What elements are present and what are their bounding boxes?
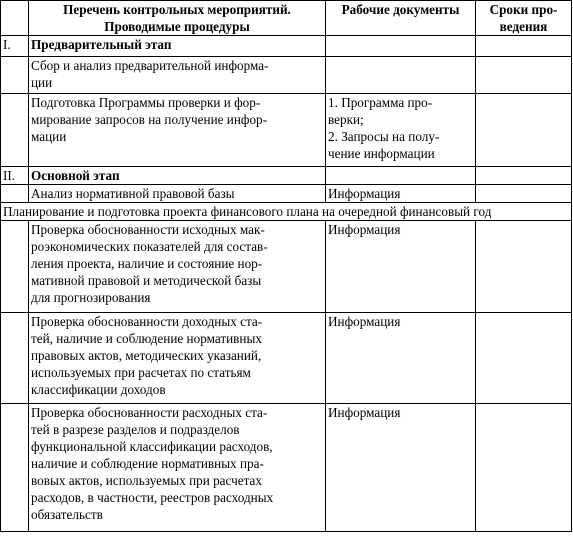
documents-cell xyxy=(326,57,476,94)
deadline-cell xyxy=(476,404,572,532)
section-title: Планирование и подготовка проекта финансового плана на очередной финансовый год xyxy=(1,203,572,221)
deadline-cell xyxy=(476,57,572,94)
section-row xyxy=(1,203,572,221)
table-row xyxy=(1,404,572,532)
header-documents: Рабочие документы xyxy=(326,1,476,36)
stage-row xyxy=(1,36,572,57)
deadline-cell xyxy=(476,221,572,313)
header-procedures: Перечень контрольных мероприятий. Проводимые процедуры xyxy=(29,1,326,36)
documents-cell: Информация xyxy=(326,185,476,203)
deadline-cell xyxy=(476,185,572,203)
header-deadlines: Сроки про- ведения xyxy=(476,1,572,36)
procedure-cell: Анализ нормативной правовой базы xyxy=(29,185,326,203)
procedure-cell: Сбор и анализ предварительной информа- ции xyxy=(29,57,326,94)
stage-row xyxy=(1,167,572,185)
stage-title: Основной этап xyxy=(29,167,326,185)
documents-cell: Информация xyxy=(326,404,476,532)
documents-cell: Информация xyxy=(326,221,476,313)
number-cell xyxy=(1,57,29,94)
procedure-cell: Подготовка Программы проверки и фор- мирование запросов на получение инфор- мации xyxy=(29,94,326,167)
stage-number: II. xyxy=(1,167,29,185)
deadline-cell xyxy=(476,167,572,185)
deadline-cell xyxy=(476,36,572,57)
number-cell xyxy=(1,94,29,167)
table-row xyxy=(1,313,572,404)
stage-title: Предварительный этап xyxy=(29,36,326,57)
procedure-cell: Проверка обоснованности исходных мак- роэкономических показателей для состав- ления проекта, наличие и состояние нор- мативной правовой и методической базы для прогнозирования xyxy=(29,221,326,313)
table-row xyxy=(1,221,572,313)
number-cell xyxy=(1,313,29,404)
documents-cell xyxy=(326,36,476,57)
documents-cell: Информация xyxy=(326,313,476,404)
table-row xyxy=(1,57,572,94)
deadline-cell xyxy=(476,313,572,404)
table-row xyxy=(1,94,572,167)
number-cell xyxy=(1,221,29,313)
number-cell xyxy=(1,404,29,532)
header-row xyxy=(1,1,572,36)
documents-cell: 1. Программа про- верки; 2. Запросы на полу- чение информации xyxy=(326,94,476,167)
deadline-cell xyxy=(476,94,572,167)
number-cell xyxy=(1,185,29,203)
procedure-cell: Проверка обоснованности доходных ста- тей, наличие и соблюдение нормативных правовых актов, методических указаний, используемых при расчетах по статьям классификации доходов xyxy=(29,313,326,404)
documents-cell xyxy=(326,167,476,185)
header-number-cell xyxy=(1,1,29,36)
stage-number: I. xyxy=(1,36,29,57)
procedure-cell: Проверка обоснованности расходных ста- тей в разрезе разделов и подразделов функциональной классификации расходов, наличие и соблюдение нормативных пра- вовых актов, используемых при расчетах расходов, в частности, реестров расходных обязательств xyxy=(29,404,326,532)
table-row xyxy=(1,185,572,203)
